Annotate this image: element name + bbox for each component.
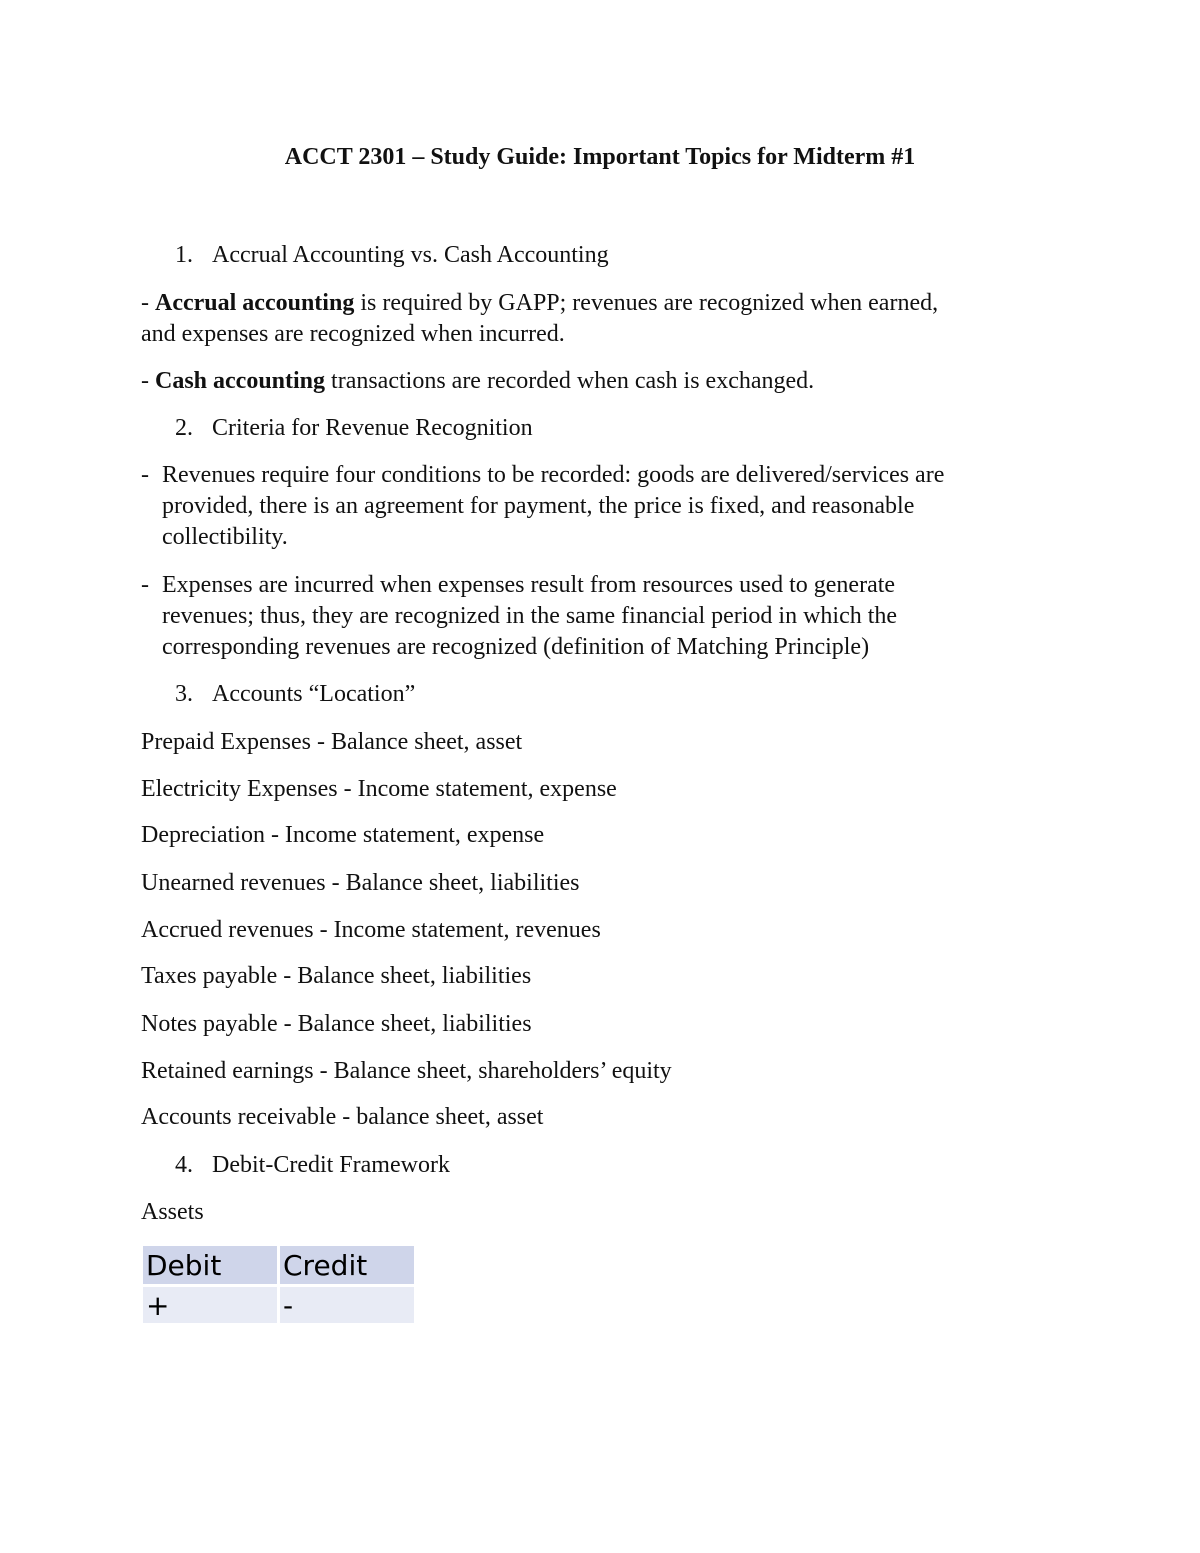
account-line: Accounts receivable - balance sheet, asset: [141, 1104, 544, 1130]
section-title: Criteria for Revenue Recognition: [212, 415, 533, 441]
section-heading-3: [175, 679, 415, 710]
section-number: 4.: [175, 1152, 193, 1178]
assets-label: Assets: [141, 1199, 204, 1225]
debit-credit-table: [140, 1243, 417, 1326]
revenue-bullet-2: [141, 570, 1071, 663]
bullet-line: Revenues require four conditions to be recorded: goods are delivered/services are: [162, 462, 945, 488]
accrual-text-line-1: is required by GAPP; revenues are recognized when earned,: [354, 290, 939, 316]
credit-header: Credit: [280, 1246, 414, 1284]
account-line: Electricity Expenses - Income statement, expense: [141, 776, 617, 802]
page-title: ACCT 2301 – Study Guide: Important Topics for Midterm #1: [284, 144, 916, 170]
cash-accounting-term: Cash accounting: [155, 368, 326, 394]
bullet-dash: -: [141, 462, 149, 488]
debit-cell: +: [143, 1287, 277, 1323]
bullet-dash: -: [141, 572, 149, 598]
bullet-line: revenues; thus, they are recognized in the same financial period in which the: [162, 603, 898, 629]
bullet-line: collectibility.: [162, 524, 288, 550]
cash-accounting-paragraph: [141, 366, 1071, 397]
section-number: 1.: [175, 242, 193, 268]
accrual-accounting-paragraph: [141, 288, 1071, 350]
section-number: 2.: [175, 415, 193, 441]
bullet-line: provided, there is an agreement for payment, the price is fixed, and reasonable: [162, 493, 915, 519]
section-title: Accrual Accounting vs. Cash Accounting: [212, 242, 609, 268]
section-heading-1: [175, 240, 609, 271]
bullet-line: corresponding revenues are recognized (definition of Matching Principle): [162, 634, 870, 660]
credit-cell: -: [280, 1287, 414, 1323]
accrual-text-line-2: and expenses are recognized when incurred.: [141, 321, 565, 347]
section-title: Accounts “Location”: [212, 681, 416, 707]
debit-header: Debit: [143, 1246, 277, 1284]
account-line: Unearned revenues - Balance sheet, liabilities: [141, 870, 580, 896]
dash: -: [141, 290, 155, 316]
section-heading-2: [175, 413, 533, 444]
account-line: Prepaid Expenses - Balance sheet, asset: [141, 729, 523, 755]
account-line: Notes payable - Balance sheet, liabilities: [141, 1011, 532, 1037]
dash: -: [141, 368, 155, 394]
section-heading-4: [175, 1150, 450, 1181]
table-header-row: [143, 1246, 414, 1284]
section-number: 3.: [175, 681, 193, 707]
account-line: Taxes payable - Balance sheet, liabilities: [141, 963, 532, 989]
accrual-accounting-term: Accrual accounting: [155, 290, 355, 316]
account-line: Depreciation - Income statement, expense: [141, 822, 545, 848]
section-title: Debit-Credit Framework: [212, 1152, 450, 1178]
cash-text: transactions are recorded when cash is exchanged.: [325, 368, 815, 394]
revenue-bullet-1: [141, 460, 1071, 553]
table-row: [143, 1287, 414, 1323]
account-line: Retained earnings - Balance sheet, shareholders’ equity: [141, 1058, 672, 1084]
account-line: Accrued revenues - Income statement, revenues: [141, 917, 601, 943]
bullet-line: Expenses are incurred when expenses result from resources used to generate: [162, 572, 896, 598]
